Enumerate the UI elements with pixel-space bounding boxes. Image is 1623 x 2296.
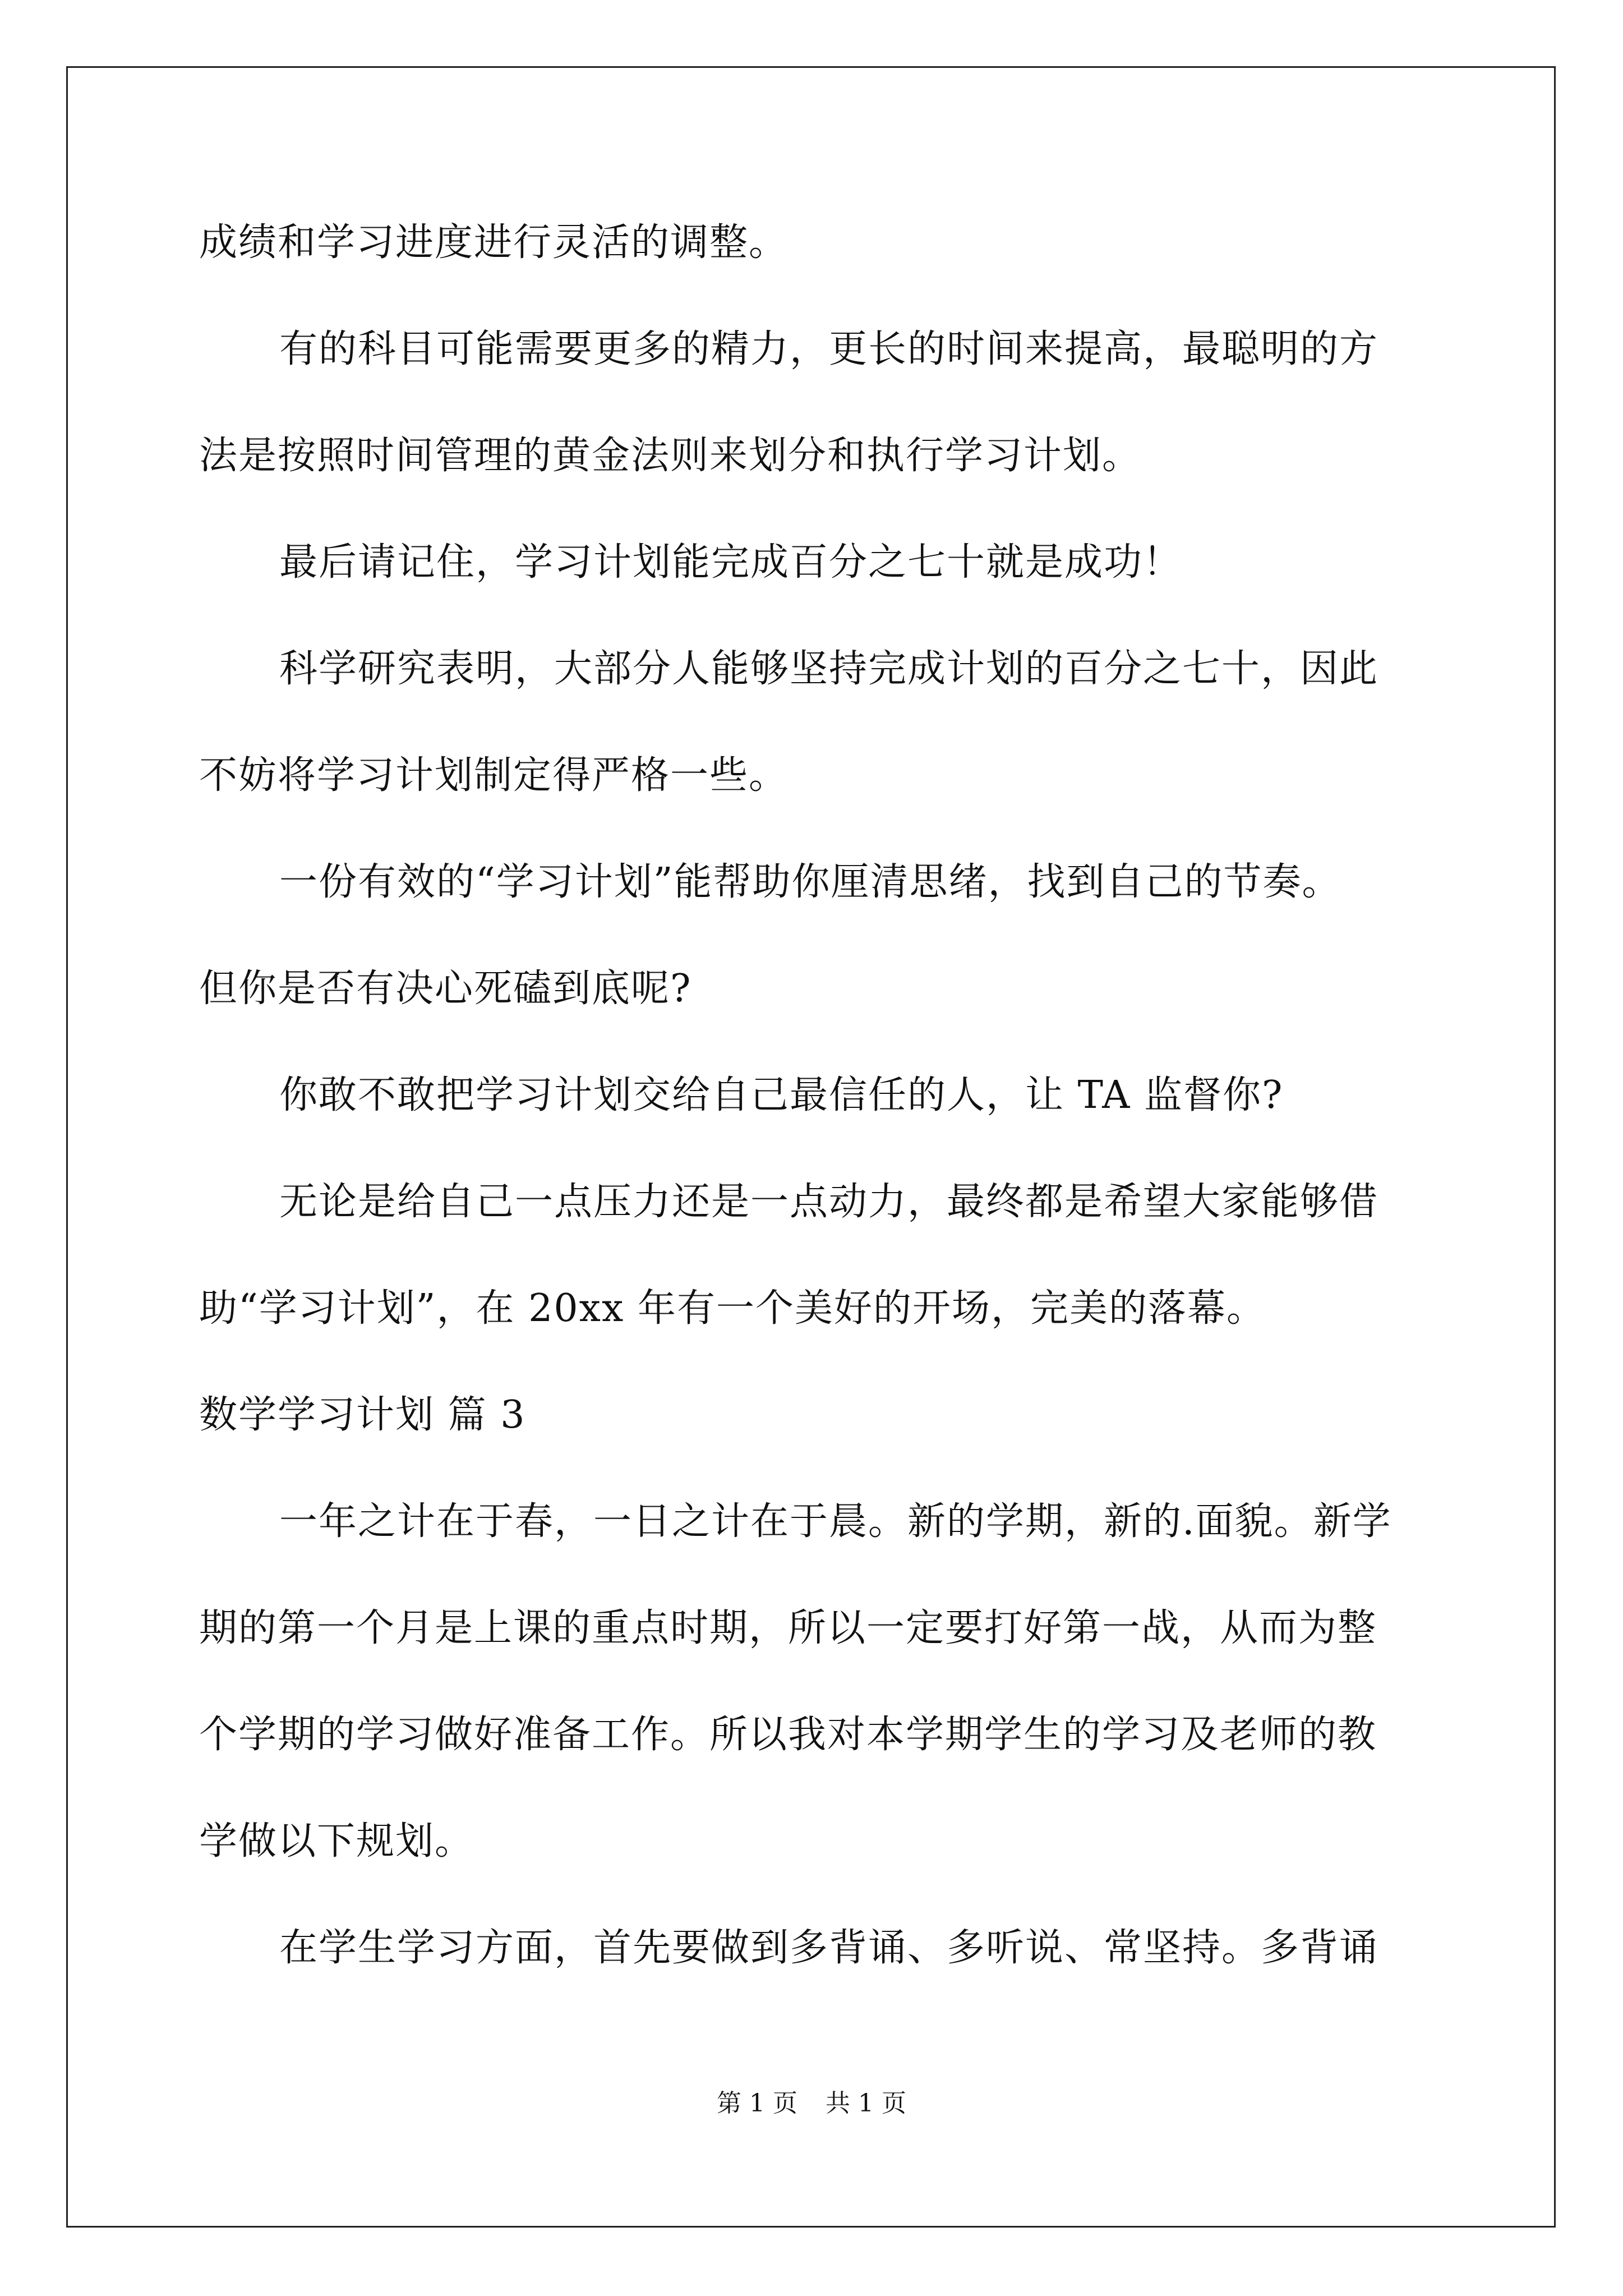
page-frame <box>66 66 1556 2228</box>
text-line: 助“学习计划”，在 20xx 年有一个美好的开场，完美的落幕。 <box>199 1286 1266 1331</box>
text-line: 学做以下规划。 <box>199 1819 474 1864</box>
paragraph-line: 最后请记住，学习计划能完成百分之七十就是成功！ <box>279 540 1183 585</box>
paragraph-line: 一份有效的“学习计划”能帮助你厘清思绪，找到自己的节奏。 <box>279 860 1341 904</box>
text-line: 不妨将学习计划制定得严格一些。 <box>199 753 789 798</box>
paragraph-line: 无论是给自己一点压力还是一点动力，最终都是希望大家能够借 <box>279 1180 1379 1224</box>
paragraph-line: 你敢不敢把学习计划交给自己最信任的人，让 TA 监督你? <box>279 1073 1284 1117</box>
page-total: 共 1 页 <box>826 2089 906 2118</box>
paragraph-line: 在学生学习方面，首先要做到多背诵、多听说、常坚持。多背诵 <box>279 1926 1379 1970</box>
text-line: 期的第一个月是上课的重点时期，所以一定要打好第一战，从而为整 <box>199 1606 1377 1650</box>
text-line: 但你是否有决心死磕到底呢? <box>199 967 692 1011</box>
paragraph-line: 有的科目可能需要更多的精力，更长的时间来提高，最聪明的方 <box>279 327 1379 371</box>
page-number: 第 1 页 <box>717 2089 797 2118</box>
text-line: 法是按照时间管理的黄金法则来划分和执行学习计划。 <box>199 434 1142 478</box>
paragraph-line: 科学研究表明，大部分人能够坚持完成计划的百分之七十，因此 <box>279 647 1379 691</box>
section-heading: 数学学习计划 篇 3 <box>199 1393 526 1437</box>
paragraph-line: 一年之计在于春，一日之计在于晨。新的学期，新的.面貌。新学 <box>279 1499 1392 1544</box>
text-line: 成绩和学习进度进行灵活的调整。 <box>199 220 789 265</box>
page-footer <box>0 2087 1623 2120</box>
text-line: 个学期的学习做好准备工作。所以我对本学期学生的学习及老师的教 <box>199 1713 1377 1757</box>
